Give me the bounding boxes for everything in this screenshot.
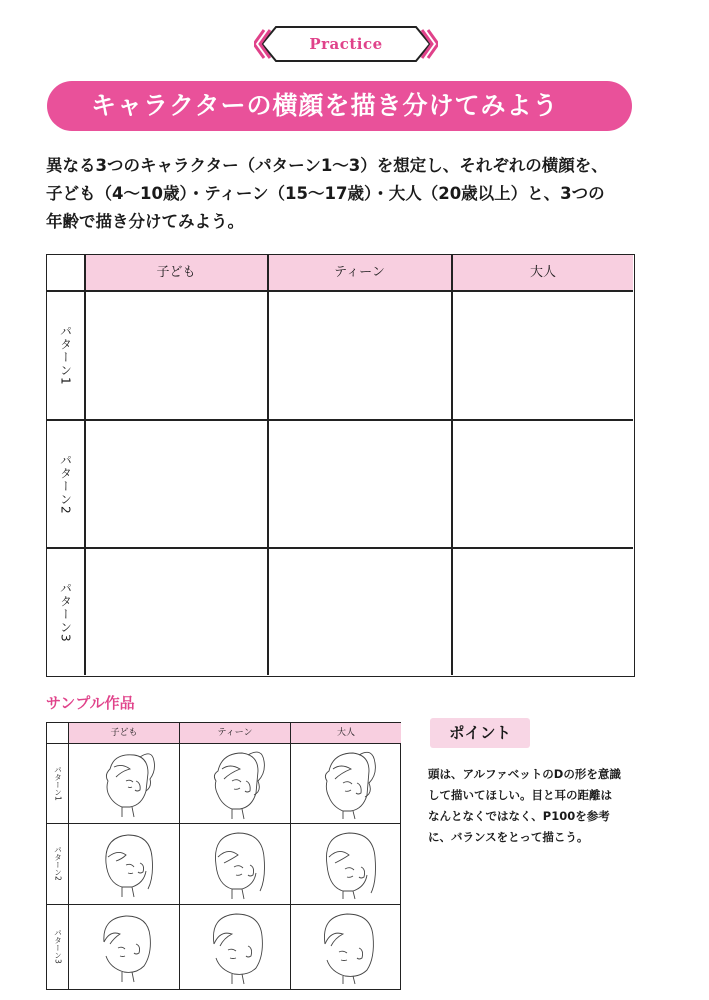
- instructions-line: 異なる3つのキャラクター（パターン1～3）を想定し、それぞれの横顔を、: [46, 156, 608, 175]
- row-label: パターン3: [53, 929, 63, 964]
- sample-column-header-child: 子ども: [110, 728, 138, 738]
- grid-line: [47, 419, 633, 421]
- grid-line: [47, 547, 633, 549]
- page-title: キャラクターの横顔を描き分けてみよう: [47, 81, 632, 131]
- grid-line: [290, 723, 291, 989]
- point-text: [428, 764, 638, 848]
- column-header-teen: ティーン: [334, 265, 385, 280]
- sample-row-header-2: [47, 823, 69, 904]
- grid-line: [179, 723, 180, 989]
- sample-sketch-ponytail-teen: [202, 747, 272, 821]
- instructions: [46, 152, 646, 236]
- grid-line: [451, 255, 453, 675]
- point-line: して描いてほしい。目と耳の距離は: [428, 788, 612, 802]
- sample-sketch-bob-child: [92, 827, 162, 901]
- row-label: パターン2: [58, 453, 73, 515]
- instructions-line: 年齢で描き分けてみよう。: [46, 212, 244, 231]
- sample-row-header-1: [47, 743, 69, 823]
- sample-grid: [46, 722, 401, 990]
- sample-sketch-bob-adult: [313, 827, 383, 901]
- sample-sketch-ponytail-adult: [313, 747, 383, 821]
- row-label: パターン3: [58, 581, 73, 643]
- grid-line: [47, 743, 400, 744]
- point-label: ポイント: [430, 718, 530, 748]
- point-line: なんとなくではなく、P100を参考: [428, 809, 610, 823]
- grid-line: [68, 723, 69, 989]
- sample-column-header-teen: ティーン: [217, 728, 253, 738]
- row-header-pattern-1: [47, 291, 85, 420]
- sample-sketch-ponytail-child: [92, 747, 162, 821]
- row-label: パターン1: [53, 765, 63, 801]
- sample-sketch-short-adult: [313, 908, 383, 986]
- grid-line: [84, 255, 86, 675]
- grid-line: [47, 823, 400, 824]
- grid-line: [47, 290, 633, 292]
- sample-sketch-bob-teen: [202, 827, 272, 901]
- grid-line: [47, 904, 400, 905]
- column-header-adult: 大人: [529, 265, 556, 280]
- sample-column-header-adult: 大人: [336, 728, 355, 738]
- row-label: パターン1: [58, 325, 73, 386]
- practice-badge: [254, 24, 438, 64]
- sample-sketch-short-teen: [202, 908, 272, 986]
- practice-grid: [46, 254, 635, 677]
- point-line: に、バランスをとって描こう。: [428, 830, 589, 844]
- sample-sketch-short-child: [92, 908, 162, 986]
- sample-row-header-3: [47, 904, 69, 989]
- sample-title: サンプル作品: [46, 694, 135, 712]
- row-header-pattern-3: [47, 548, 85, 676]
- instructions-line: 子ども（4～10歳）・ティーン（15～17歳）・大人（20歳以上）と、3つの: [46, 184, 605, 203]
- point-line: 頭は、アルファベットのDの形を意識: [428, 767, 621, 781]
- grid-line: [267, 255, 269, 675]
- column-header-child: 子ども: [156, 265, 196, 280]
- row-header-pattern-2: [47, 420, 85, 548]
- badge-label: Practice: [309, 35, 383, 53]
- row-label: パターン2: [53, 846, 63, 881]
